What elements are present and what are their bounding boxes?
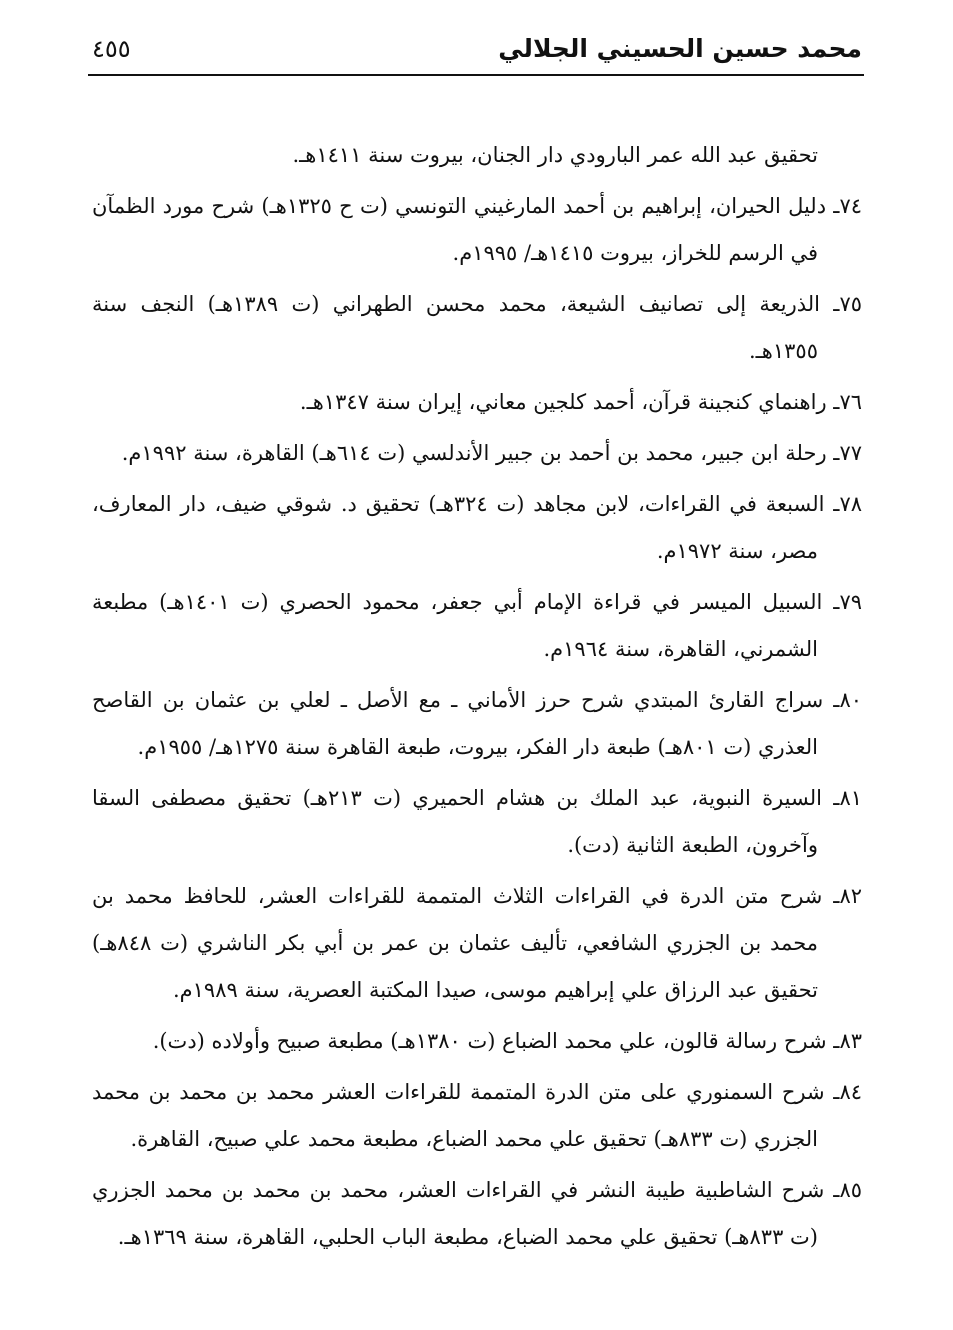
bibliography-entry-74: ٧٤ـ دليل الحيران، إبراهيم بن أحمد المارغيني التونسي (ت ح ١٣٢٥هـ) شرح مورد الظمآن في الرسم للخراز، بيروت ١٤١٥هـ/ ١٩٩٥م. [92,194,862,265]
header-rule [88,74,864,76]
page-number: ٤٥٥ [92,35,131,63]
bibliography-entry-continuation: تحقيق عبد الله عمر البارودي دار الجنان، بيروت سنة ١٤١١هـ. [292,143,818,167]
bibliography-entry-75: ٧٥ـ الذريعة إلى تصانيف الشيعة، محمد محسن الطهراني (ت ١٣٨٩هـ) النجف سنة ١٣٥٥هـ. [92,292,862,363]
bibliography-list [92,132,862,1265]
bibliography-entry-79: ٧٩ـ السبيل الميسر في قراءة الإمام أبي جعفر، محمود الحصري (ت ١٤٠١هـ) مطبعة الشمرني، القاهرة، سنة ١٩٦٤م. [92,590,862,661]
bibliography-entry-76: ٧٦ـ راهنماي كنجينة قرآن، أحمد كلجين معاني، إيران سنة ١٣٤٧هـ. [299,390,862,414]
page-header [92,24,862,74]
bibliography-entry-84: ٨٤ـ شرح السمنوري على متن الدرة المتممة للقراءات العشر محمد بن محمد بن محمد الجزري (ت ٨٣٣هـ) تحقيق علي محمد الضباع، مطبعة محمد علي صبيح، القاهرة. [92,1080,862,1151]
bibliography-entry-85: ٨٥ـ شرح الشاطبية طيبة النشر في القراءات العشر، محمد بن محمد بن محمد الجزري (ت ٨٣٣هـ) تحقيق علي محمد الضباع، مطبعة الباب الحلبي، القاهرة، سنة ١٣٦٩هـ. [92,1178,862,1249]
bibliography-entry-83: ٨٣ـ شرح رسالة قالون، علي محمد الضباع (ت ١٣٨٠هـ) مطبعة صبيح وأولاده (دت). [152,1029,862,1053]
bibliography-entry-81: ٨١ـ السيرة النبوية، عبد الملك بن هشام الحميري (ت ٢١٣هـ) تحقيق مصطفى السقا وآخرون، الطبعة الثانية (دت). [92,786,862,857]
bibliography-entry-77: ٧٧ـ رحلة ابن جبير، محمد بن أحمد بن جبير الأندلسي (ت ٦١٤هـ) القاهرة، سنة ١٩٩٢م. [121,441,862,465]
bibliography-entry-82: ٨٢ـ شرح متن الدرة في القراءات الثلاث المتممة للقراءات العشر، للحافظ محمد بن محمد بن الجزري الشافعي، تأليف عثمان بن عمر بن أبي بكر الناشري (ت ٨٤٨هـ) تحقيق عبد الرزاق علي إبراهيم موسى، صيدا المكتبة العصرية، سنة ١٩٨٩م. [92,884,862,1002]
bibliography-entry-78: ٧٨ـ السبعة في القراءات، لابن مجاهد (ت ٣٢٤هـ) تحقيق د. شوقي ضيف، دار المعارف، مصر، سنة ١٩٧٢م. [92,492,862,563]
running-title: محمد حسين الحسيني الجلالي [498,34,862,63]
bibliography-entry-80: ٨٠ـ سراج القارئ المبتدي شرح حرز الأماني ـ مع الأصل ـ لعلي بن عثمان بن القاصح العذري (ت ٨٠١هـ) طبعة دار الفكر، بيروت، طبعة القاهرة سنة ١٢٧٥هـ/ ١٩٥٥م. [92,688,862,759]
